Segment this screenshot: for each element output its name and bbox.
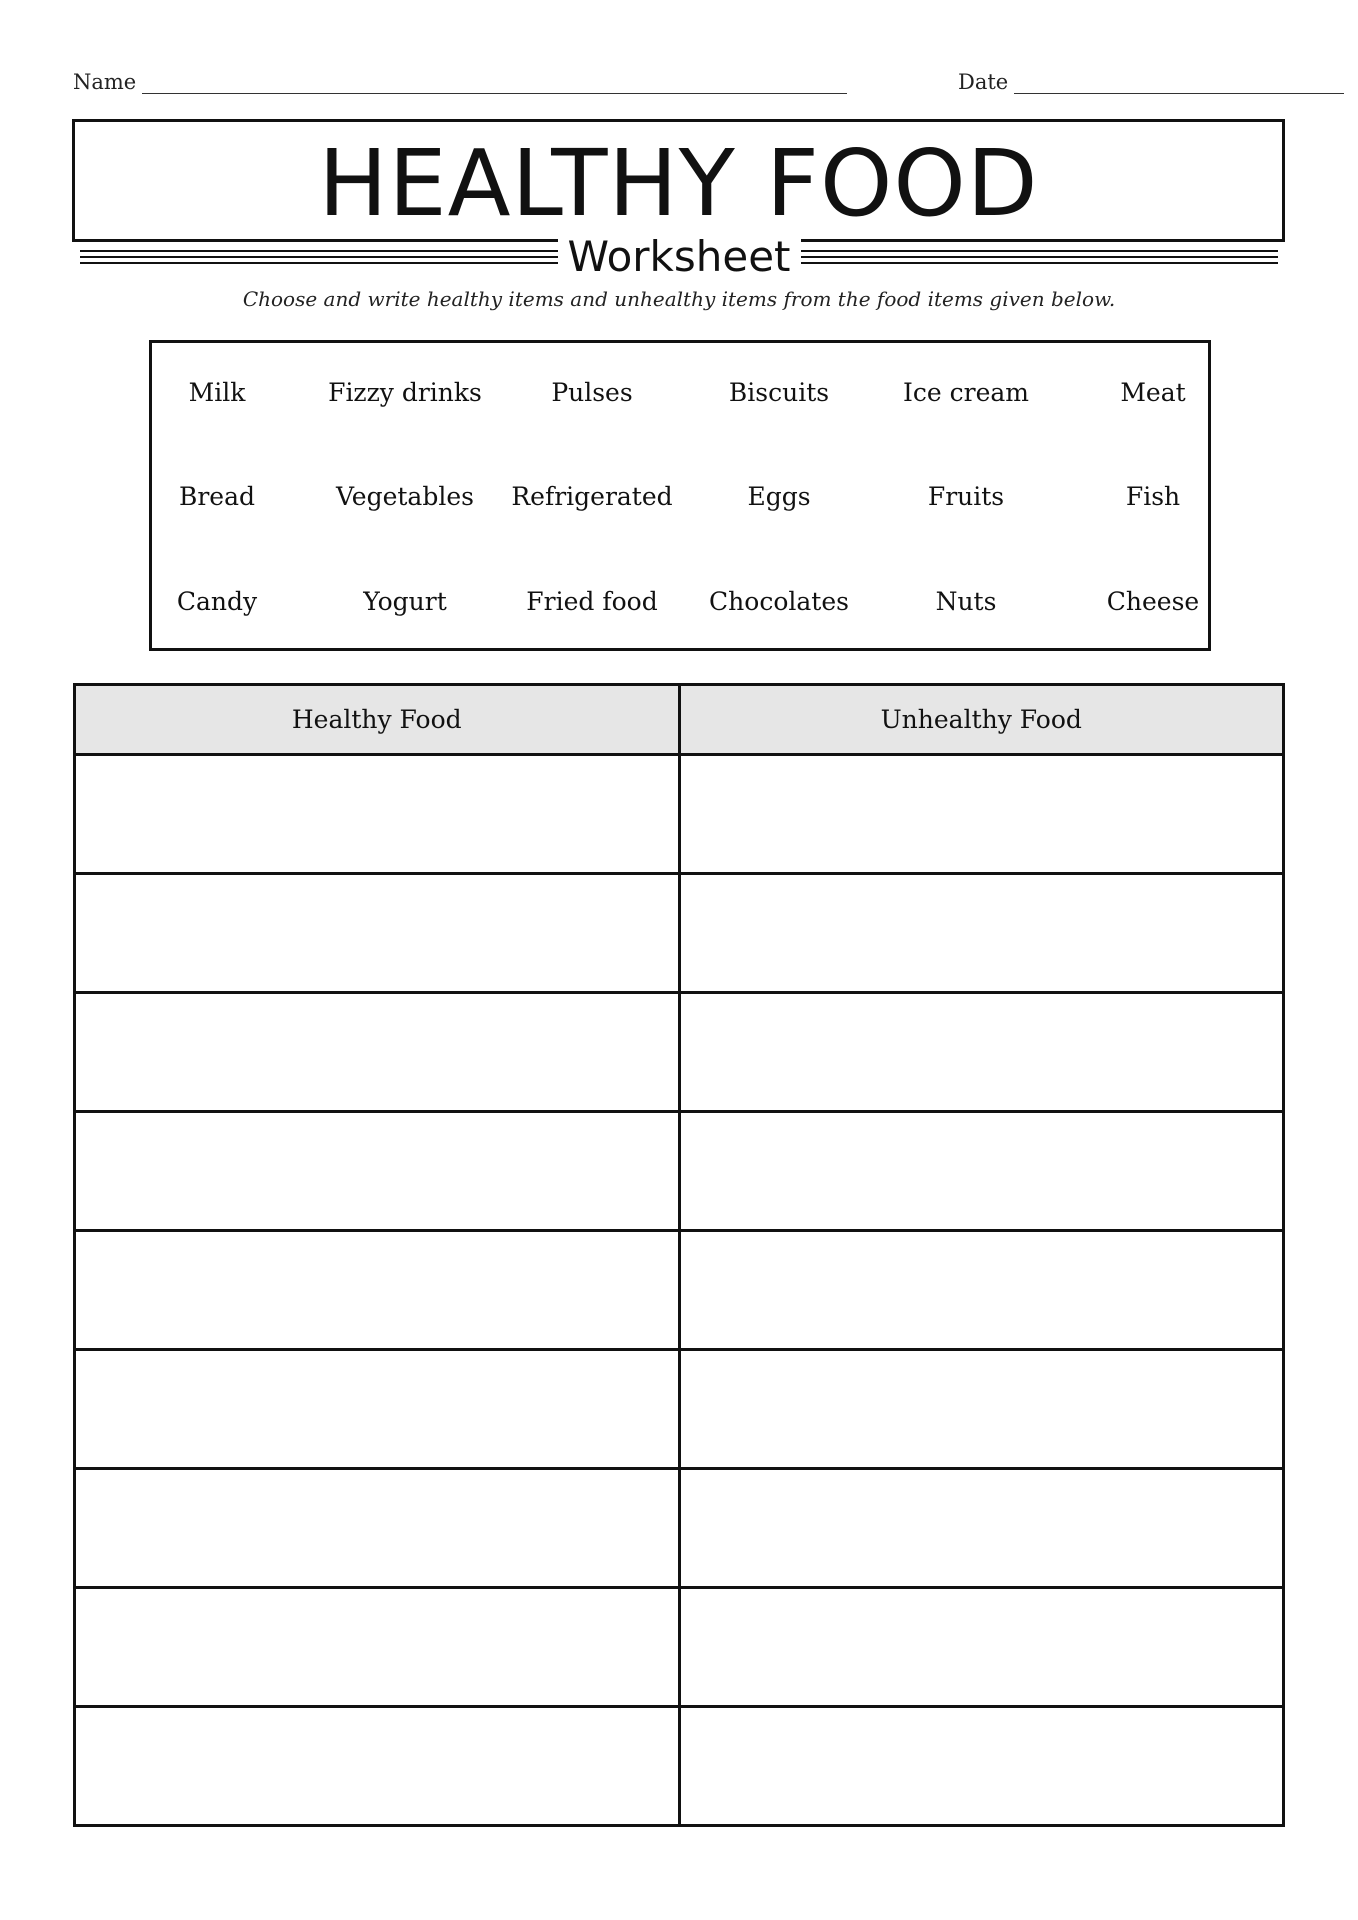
table-row (75, 1231, 1284, 1350)
unhealthy-food-cell[interactable] (679, 874, 1284, 993)
unhealthy-food-cell[interactable] (679, 993, 1284, 1112)
word-bank-item: Eggs (747, 482, 811, 511)
name-label: Name (73, 70, 137, 94)
word-bank-item: Milk (188, 378, 246, 407)
table-header-row (75, 685, 1284, 755)
table-row (75, 755, 1284, 874)
healthy-food-cell[interactable] (75, 1112, 680, 1231)
unhealthy-food-cell[interactable] (679, 1350, 1284, 1469)
healthy-food-cell[interactable] (75, 993, 680, 1112)
healthy-food-cell[interactable] (75, 1588, 680, 1707)
word-bank-item: Fizzy drinks (328, 378, 482, 407)
healthy-food-cell[interactable] (75, 1707, 680, 1826)
healthy-food-cell[interactable] (75, 1469, 680, 1588)
word-bank-item: Fish (1125, 482, 1181, 511)
healthy-food-cell[interactable] (75, 1350, 680, 1469)
word-bank-item: Biscuits (728, 378, 830, 407)
name-field[interactable] (73, 70, 847, 94)
table-row (75, 1112, 1284, 1231)
date-label: Date (958, 70, 1009, 94)
healthy-food-cell[interactable] (75, 1231, 680, 1350)
name-blank-line[interactable] (142, 71, 847, 94)
table-row (75, 1707, 1284, 1826)
table-row (75, 874, 1284, 993)
unhealthy-food-cell[interactable] (679, 1112, 1284, 1231)
word-bank-item: Bread (178, 482, 256, 511)
word-bank-item: Refrigerated (511, 482, 673, 511)
title-box (72, 119, 1285, 242)
right-rule-divider (801, 250, 1279, 264)
table-row (75, 1350, 1284, 1469)
healthy-food-cell[interactable] (75, 874, 680, 993)
unhealthy-food-cell[interactable] (679, 1231, 1284, 1350)
word-bank-item: Yogurt (363, 587, 447, 616)
word-bank-item: Fried food (526, 587, 658, 616)
word-bank-item: Vegetables (336, 482, 474, 511)
healthy-food-cell[interactable] (75, 755, 680, 874)
word-bank-item: Meat (1120, 378, 1186, 407)
subtitle-row (80, 232, 1278, 282)
table-row (75, 1588, 1284, 1707)
word-bank-item: Cheese (1106, 587, 1200, 616)
unhealthy-food-cell[interactable] (679, 1588, 1284, 1707)
word-bank-item: Candy (176, 587, 258, 616)
healthy-food-header: Healthy Food (75, 685, 680, 755)
word-bank-item: Pulses (551, 378, 633, 407)
date-blank-line[interactable] (1014, 71, 1344, 94)
word-bank-item: Ice cream (903, 378, 1029, 407)
left-rule-divider (80, 250, 558, 264)
page-title: HEALTHY FOOD (318, 129, 1039, 237)
date-field[interactable] (958, 70, 1344, 94)
instructions-text: Choose and write healthy items and unhealthy items from the food items given below. (242, 287, 1116, 311)
unhealthy-food-cell[interactable] (679, 755, 1284, 874)
table-row (75, 993, 1284, 1112)
word-bank-box (149, 340, 1211, 651)
unhealthy-food-cell[interactable] (679, 1707, 1284, 1826)
word-bank-item: Chocolates (709, 587, 849, 616)
table-row (75, 1469, 1284, 1588)
word-bank-item: Nuts (935, 587, 997, 616)
page-subtitle: Worksheet (558, 236, 801, 278)
unhealthy-food-header: Unhealthy Food (679, 685, 1284, 755)
word-bank-item: Fruits (927, 482, 1005, 511)
sorting-table (73, 683, 1285, 1827)
unhealthy-food-cell[interactable] (679, 1469, 1284, 1588)
